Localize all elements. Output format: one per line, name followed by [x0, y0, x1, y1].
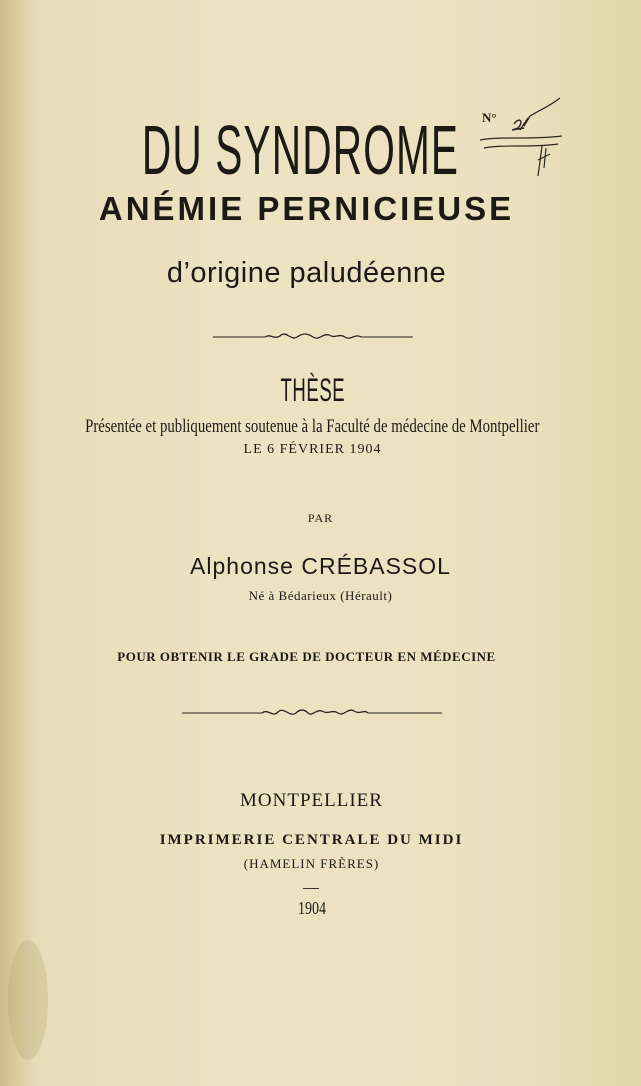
publisher-city: MONTPELLIER — [240, 790, 383, 811]
ornament-divider-bottom — [0, 706, 641, 725]
separator-dash — [303, 888, 319, 889]
author-name: Alphonse CRÉBASSOL — [190, 553, 451, 579]
title-line-2: ANÉMIE PERNICIEUSE — [98, 190, 515, 227]
publisher-press: IMPRIMERIE CENTRALE DU MIDI — [159, 832, 464, 848]
thesis-date: LE 6 FÉVRIER 1904 — [243, 442, 382, 457]
catalog-number-label: N° — [482, 110, 497, 125]
author-birth: Né à Bédarieux (Hérault) — [248, 588, 393, 603]
catalog-mark — [480, 96, 580, 196]
ornament-divider-top — [0, 330, 641, 348]
author-by: PAR — [307, 511, 334, 525]
publication-year: 1904 — [297, 898, 326, 918]
thesis-heading: THÈSE — [280, 372, 345, 408]
title-line-1: DU SYNDROME — [141, 111, 460, 189]
title-line-3: d’origine paludéenne — [166, 257, 447, 289]
handwritten-catalog-number — [480, 96, 580, 196]
thesis-presentation: Présentée et publiquement soutenue à la Faculté de médecine de Montpellier — [85, 416, 540, 437]
degree-purpose: POUR OBTENIR LE GRADE DE DOCTEUR EN MÉDECINE — [117, 649, 496, 664]
publisher-owners: (HAMELIN FRÈRES) — [243, 856, 380, 871]
